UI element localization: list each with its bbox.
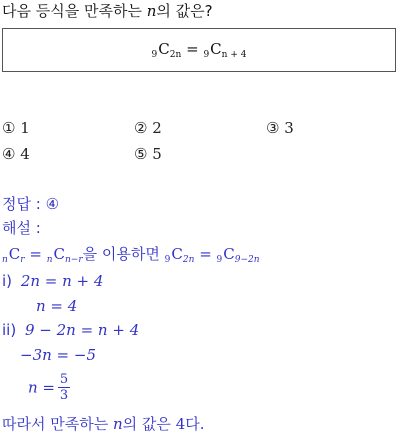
equals-sign: = <box>186 40 199 58</box>
rule-equals: = <box>29 245 42 263</box>
equation <box>3 40 395 58</box>
choice-mark: ⑤ <box>134 145 148 163</box>
choice-value: 4 <box>20 145 30 163</box>
conclusion-suffix: 다. <box>185 415 205 433</box>
answer-value: ④ <box>45 195 60 213</box>
conclusion-line <box>2 413 205 434</box>
equation-box <box>2 28 396 72</box>
explanation-label: 해설 : <box>2 219 41 237</box>
choice-value: 2 <box>152 119 162 137</box>
choice-mark: ④ <box>2 145 16 163</box>
case1-line <box>2 272 103 290</box>
choice-4[interactable] <box>2 145 30 163</box>
choice-3[interactable] <box>266 119 294 137</box>
choice-mark: ② <box>134 119 148 137</box>
rule-b-lead: n <box>46 255 53 265</box>
rule-text: 을 이용하면 <box>82 245 160 263</box>
rule-a-sub: r <box>20 255 25 265</box>
choice-mark: ③ <box>266 119 280 137</box>
rule-b-c: C <box>53 245 66 263</box>
answer-line <box>2 193 59 214</box>
rule-b-sub: n−r <box>65 255 83 265</box>
rhs-subscript: n + 4 <box>221 50 247 60</box>
rule-a-lead: n <box>2 255 8 265</box>
conclusion-middle: 의 값은 <box>122 415 171 433</box>
fraction <box>58 373 70 402</box>
case1-result: n = 4 <box>36 297 78 315</box>
choice-value: 3 <box>284 119 294 137</box>
choice-value: 5 <box>152 145 162 163</box>
conclusion-variable: n <box>112 415 123 433</box>
case2-result-lhs: n = <box>28 378 55 397</box>
lhs-lead-subscript: 9 <box>151 50 158 60</box>
question-suffix: 의 값은? <box>156 2 213 20</box>
rule-c-c: C <box>171 245 183 263</box>
lhs-subscript: 2n <box>169 50 182 60</box>
conclusion-prefix: 따라서 만족하는 <box>2 415 109 433</box>
choice-2[interactable] <box>134 119 162 137</box>
question-title <box>2 0 213 21</box>
rhs-lead-subscript: 9 <box>203 50 210 60</box>
fraction-denominator: 3 <box>59 388 69 403</box>
case2-label: ii) <box>2 321 17 339</box>
rule-c-lead: 9 <box>164 255 171 265</box>
case1-equation: 2n = n + 4 <box>20 272 104 290</box>
answer-label: 정답 : <box>2 195 46 213</box>
case2-step: −3n = −5 <box>20 346 96 364</box>
conclusion-value: 4 <box>175 415 186 433</box>
choice-5[interactable] <box>134 145 162 163</box>
rule-d-sub: 9−2n <box>234 255 260 265</box>
rule-c-sub: 2n <box>182 255 195 265</box>
case1-label: i) <box>2 272 13 290</box>
question-variable: n <box>146 2 157 20</box>
rule-d-lead: 9 <box>216 255 223 265</box>
lhs-combination: C <box>158 40 170 58</box>
choice-value: 1 <box>20 119 30 137</box>
rule-d-c: C <box>223 245 235 263</box>
rhs-combination: C <box>210 40 222 58</box>
choice-1[interactable] <box>2 119 30 137</box>
rule-a-c: C <box>8 245 21 263</box>
case2-line <box>2 321 139 339</box>
case2-result <box>28 373 70 402</box>
case2-equation: 9 − 2n = n + 4 <box>24 321 140 339</box>
rule-equals-2: = <box>199 245 212 263</box>
rule-line <box>2 243 260 264</box>
question-prefix: 다음 등식을 만족하는 <box>2 2 142 20</box>
choice-mark: ① <box>2 119 16 137</box>
fraction-numerator: 5 <box>59 372 69 387</box>
